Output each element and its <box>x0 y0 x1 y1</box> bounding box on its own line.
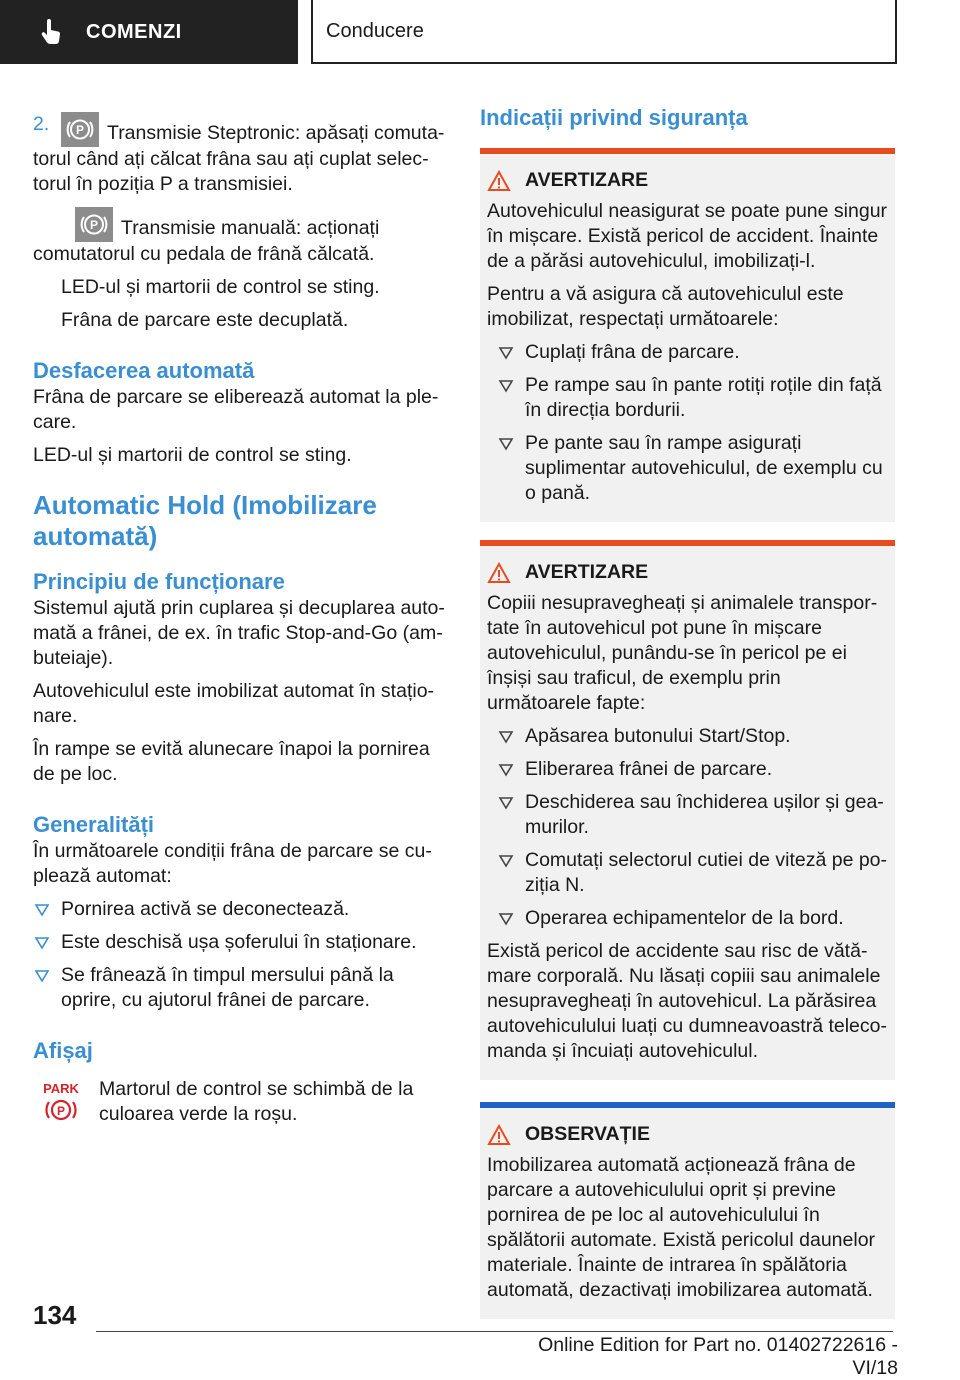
warning-paragraph: Există pericol de accidente sau risc de vătămare corporală. Nu lăsați copiii sau animalele nesupravegheați în autovehicul. La părăsirea autovehiculului luați cu dumneavoastră telecomanda și încuiați autovehiculul. <box>487 940 887 1062</box>
bullet-triangle-icon <box>497 758 515 780</box>
warning-title-text: AVERTIZARE <box>525 169 649 191</box>
parking-brake-button-icon <box>75 207 113 242</box>
warning-title <box>487 560 889 585</box>
bullet-triangle-icon <box>497 791 515 813</box>
list-item-text: Deschiderea sau închiderea ușilor și geamurilor. <box>525 791 884 838</box>
warning-list <box>487 340 889 506</box>
warning-list <box>487 724 889 931</box>
step-manual-paragraph <box>33 207 445 267</box>
list-item-text: Este deschisă ușa șoferului în staționare. <box>61 931 417 953</box>
notice-title-text: OBSERVAȚIE <box>525 1123 650 1145</box>
warning-paragraph: Copiii nesupravegheați și animalele transportate în autovehicul pot pune în mișcare autovehiculul, punându-se în pericol pe ei înșiși sau traficul, de exemplu prin următoarele fapte: <box>487 592 878 714</box>
park-indicator-icon <box>41 1077 97 1127</box>
warning-paragraph: Pentru a vă asigura că autovehiculul este imobilizat, respectați următoarele: <box>487 283 844 330</box>
list-item-text: Operarea echipamentelor de la bord. <box>525 907 844 929</box>
notice-paragraph: Imobilizarea automată acționează frâna de parcare a autovehiculului oprit și previne pornirea de pe loc al autovehiculului în spălătorii automate. Există pericolul daunelor materiale. Înainte de intrarea în spălătoria automată, dezactivați imobilizarea automată. <box>487 1154 876 1301</box>
warning-box-2 <box>480 540 895 1080</box>
list-item-text: Pe rampe sau în pante rotiți roțile din față în direcția bordurii. <box>525 374 882 421</box>
svg-text:P: P <box>89 218 99 232</box>
bullet-triangle-icon <box>497 849 515 871</box>
list-item <box>33 930 445 955</box>
chapter-title: Conducere <box>326 19 424 42</box>
list-item <box>497 431 889 506</box>
bullet-triangle-icon <box>33 931 51 953</box>
auto-release-paragraph: Frâna de parcare se eliberează automat la plecare. <box>33 386 439 433</box>
list-item-text: Eliberarea frânei de parcare. <box>525 758 773 780</box>
list-item-text: Pornirea activă se deconectează. <box>61 898 350 920</box>
park-label: PARK <box>43 1081 79 1096</box>
general-paragraph: În următoarele condiții frâna de parcare se cuplează automat: <box>33 840 432 887</box>
bullet-triangle-icon <box>497 374 515 396</box>
step-steptronic-paragraph <box>33 112 445 197</box>
footer-edition: Online Edition for Part no. 01402722616 - VI/18 <box>538 1334 898 1379</box>
list-item-text: Comutați selectorul cutiei de viteză pe poziția N. <box>525 849 888 896</box>
list-item <box>497 373 889 423</box>
list-item-text: Apăsarea butonului Start/Stop. <box>525 725 791 747</box>
warning-triangle-icon <box>487 1124 511 1146</box>
warning-title-text: AVERTIZARE <box>525 561 649 583</box>
page-number: 134 <box>33 1300 77 1330</box>
step-released-text: Frâna de parcare este decuplată. <box>61 309 349 331</box>
svg-text:P: P <box>56 1104 66 1118</box>
step-led-text: LED-ul și martorii de control se sting. <box>61 276 380 298</box>
step-2 <box>33 112 445 333</box>
hand-pointer-icon <box>38 18 66 46</box>
warning-box-1 <box>480 148 895 522</box>
list-item <box>497 790 889 840</box>
principle-paragraph-3: În rampe se evită alunecare înapoi la pornirea de pe loc. <box>33 738 430 785</box>
parking-brake-button-icon <box>61 112 99 147</box>
heading-auto-hold: Automatic Hold (Imobilizare automată) <box>33 490 377 551</box>
general-list <box>33 897 445 1013</box>
bullet-triangle-icon <box>497 725 515 747</box>
list-item-text: Cuplați frâna de parcare. <box>525 341 740 363</box>
right-column <box>480 104 895 1319</box>
svg-text:P: P <box>75 123 85 137</box>
heading-safety: Indicații privind siguranța <box>480 105 748 130</box>
warning-triangle-icon <box>487 562 511 584</box>
heading-principle: Principiu de funcționare <box>33 569 285 594</box>
notice-title <box>487 1122 889 1147</box>
list-item <box>497 724 889 749</box>
step-steptronic-text: Transmisie Steptronic: apăsați comutatorul când ați călcat frâna sau ați cuplat selectorul în poziția P a transmisiei. <box>33 122 445 195</box>
heading-general: Generalități <box>33 812 155 837</box>
bullet-triangle-icon <box>33 964 51 986</box>
step-manual-text: Transmisie manuală: acționați comutatorul cu pedala de frână călcată. <box>33 217 380 265</box>
notice-box <box>480 1102 895 1319</box>
bullet-triangle-icon <box>33 898 51 920</box>
display-row <box>33 1077 445 1127</box>
list-item-text: Pe pante sau în rampe asigurați suplimentar autovehiculul, de exemplu cu o pană. <box>525 432 883 504</box>
section-tab-label: COMENZI <box>86 20 182 43</box>
list-item <box>497 340 889 365</box>
warning-title <box>487 168 889 193</box>
step-number: 2. <box>33 113 50 135</box>
list-item <box>33 897 445 922</box>
bullet-triangle-icon <box>497 341 515 363</box>
auto-release-led-paragraph: LED-ul și martorii de control se sting. <box>33 444 352 466</box>
display-paragraph: Martorul de control se schimbă de la culoarea verde la roșu. <box>99 1078 414 1125</box>
list-item <box>497 757 889 782</box>
list-item <box>497 848 889 898</box>
list-item <box>33 963 445 1013</box>
principle-paragraph-2: Autovehiculul este imobilizat automat în staționare. <box>33 680 435 727</box>
footer-divider <box>96 1331 893 1332</box>
heading-auto-release: Desfacerea automată <box>33 358 255 383</box>
list-item-text: Se frânează în timpul mersului până la oprire, cu ajutorul frânei de parcare. <box>61 964 394 1011</box>
principle-paragraph-1: Sistemul ajută prin cuplarea și decuplarea automată a frânei, de ex. în trafic Stop-and-Go (ambuteiaje). <box>33 597 445 669</box>
heading-display: Afișaj <box>33 1038 93 1063</box>
bullet-triangle-icon <box>497 432 515 454</box>
warning-triangle-icon <box>487 170 511 192</box>
section-tab[interactable] <box>0 0 298 64</box>
left-column <box>33 112 445 1127</box>
bullet-triangle-icon <box>497 907 515 929</box>
chapter-header <box>311 0 897 64</box>
list-item <box>497 906 889 931</box>
warning-paragraph: Autovehiculul neasigurat se poate pune singur în mișcare. Există pericol de accident. Înainte de a părăsi autovehiculul, imobilizați-l. <box>487 200 888 272</box>
